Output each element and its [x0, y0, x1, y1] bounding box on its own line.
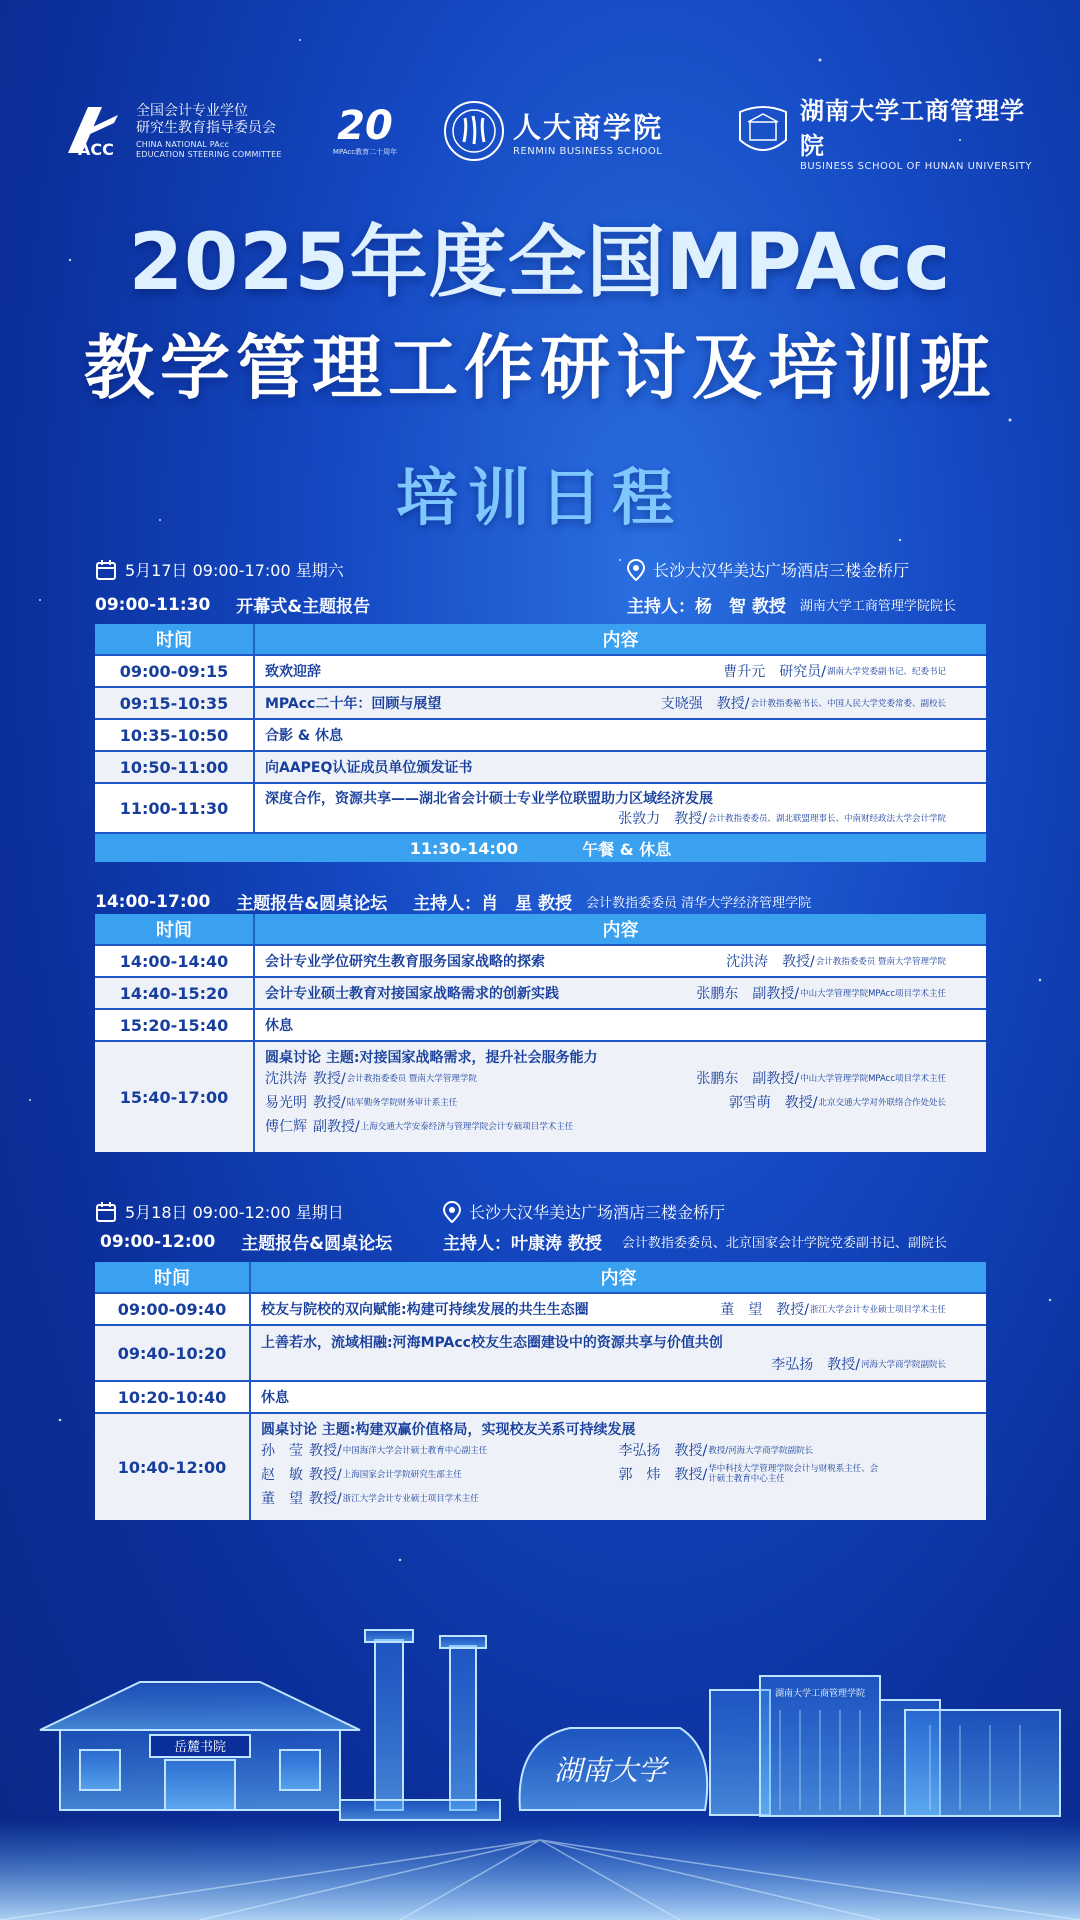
cnpacc-logo: [58, 96, 288, 166]
speaker-name: 张鹏东: [696, 986, 739, 1002]
schedule-heading: 培训日程: [395, 461, 684, 534]
hunan-seal-icon: [734, 100, 792, 162]
row-topic: MPAcc二十年：回顾与展望: [265, 696, 442, 712]
day1-morning-host: [627, 592, 956, 617]
building-sign-text: 湖南大学工商管理学院: [774, 1689, 866, 1699]
afternoon-schedule-table: [95, 914, 986, 1152]
afternoon-session-name: 主题报告&圆桌论坛: [236, 894, 388, 914]
table-row: [95, 654, 986, 686]
row-time: 14:00-14:40: [95, 946, 255, 976]
speaker-org: 会计教指委委员、湖北联盟理事长、中南财经政法大学会计学院: [707, 814, 946, 824]
table-row: [95, 1008, 986, 1040]
row-time: 15:20-15:40: [95, 1010, 255, 1040]
morning-session-time: 09:00-11:30: [95, 594, 211, 615]
lunch-row: [95, 832, 986, 862]
row-time: 15:40-17:00: [95, 1042, 255, 1152]
panel-speakers: [265, 1068, 976, 1136]
row-topic: 向AAPEQ认证成员单位颁发证书: [265, 760, 473, 776]
row-time: 10:35-10:50: [95, 720, 255, 750]
panel-row: [95, 1040, 986, 1152]
panel-speaker: 赵 敏 教授/ 上海国家会计学院研究生部主任: [261, 1467, 462, 1483]
renmin-logo: [443, 96, 663, 166]
speaker-org: 中山大学管理学院MPAcc项目学术主任: [800, 989, 946, 999]
table-header: [95, 914, 986, 944]
day1-date-line: [95, 558, 344, 581]
day2-host-line: [443, 1229, 947, 1254]
header-time: 时间: [95, 624, 255, 654]
speaker-title: 教授/: [776, 1302, 809, 1318]
renmin-en: RENMIN BUSINESS SCHOOL: [513, 145, 663, 157]
row-time: 09:15-10:35: [95, 688, 255, 718]
cnpacc-en-2: EDUCATION STEERING COMMITTEE: [136, 149, 282, 159]
speaker-name: 支晓强: [660, 696, 703, 712]
main-title-line1: 2025年度全国MPAcc: [128, 218, 952, 308]
speaker-name: 沈洪涛: [726, 954, 769, 970]
row-time: 14:40-15:20: [95, 978, 255, 1008]
logo-row: [58, 96, 1032, 172]
day1-location: 长沙大汉华美达广场酒店三楼金桥厅: [653, 561, 910, 580]
cnpacc-cn-1: 全国会计专业学位: [136, 102, 248, 119]
day2-host-org: 会计教指委委员、北京国家会计学院党委副书记、副院长: [621, 1236, 947, 1251]
hunan-logo: [734, 96, 1034, 172]
header-content: 内容: [600, 1268, 637, 1289]
stone-text: 湖南大学: [553, 1754, 667, 1787]
panel-topic: 圆桌讨论 主题:对接国家战略需求，提升社会服务能力: [265, 1050, 598, 1066]
row-time: 10:50-11:00: [95, 752, 255, 782]
day2-host: 主持人：叶康涛 教授: [443, 1234, 602, 1254]
row-time: 09:00-09:15: [95, 656, 255, 686]
row-speaker: [726, 951, 946, 971]
cnpacc-en-1: CHINA NATIONAL PAcc: [136, 139, 230, 149]
row-speaker: [661, 693, 946, 713]
lunch-label: 午餐 & 休息: [582, 839, 672, 859]
table-row: [95, 782, 986, 832]
calendar-icon: [95, 559, 117, 581]
day2-location-line: [443, 1200, 725, 1223]
panel-topic: 圆桌讨论 主题:构建双赢价值格局，实现校友关系可持续发展: [261, 1422, 636, 1438]
panel-row: [95, 1412, 986, 1520]
row-time: 11:00-11:30: [95, 784, 255, 832]
table-row: [95, 718, 986, 750]
day1-date: 5月17日 09:00-17:00 星期六: [125, 561, 344, 580]
afternoon-host-org: 会计教指委委员 清华大学经济管理学院: [586, 896, 812, 911]
table-row: [95, 750, 986, 782]
hunan-cn: 湖南大学工商管理学院: [800, 96, 1025, 160]
table-row: [95, 1292, 986, 1324]
panel-speaker: 郭 炜 教授/ 华中科技大学管理学院会计与财税系主任、会计硕士教育中心主任: [618, 1464, 879, 1484]
row-time: 10:40-12:00: [95, 1414, 251, 1520]
table-row: [95, 976, 986, 1008]
table-header: [95, 1262, 986, 1292]
row-topic: 合影 & 休息: [265, 728, 343, 744]
row-topic: 上善若水，流域相融:河海MPAcc校友生态圈建设中的资源共享与价值共创: [261, 1335, 723, 1351]
day2-schedule-table: [95, 1262, 986, 1520]
day1-afternoon-session: [95, 889, 811, 914]
speaker-title: 副教授/: [752, 986, 800, 1002]
panel-speaker: 董 望 教授/ 浙江大学会计专业硕士项目学术主任: [261, 1491, 479, 1507]
header-content: 内容: [602, 920, 639, 941]
row-topic: 休息: [265, 1018, 293, 1034]
row-topic: 致欢迎辞: [265, 664, 321, 680]
day2-session: [100, 1229, 392, 1254]
table-row: [95, 944, 986, 976]
morning-host-org: 湖南大学工商管理学院院长: [799, 599, 956, 614]
row-speaker: [720, 1299, 946, 1319]
row-speaker: [723, 661, 946, 681]
panel-speakers: [261, 1440, 976, 1508]
afternoon-host: 主持人：肖 星 教授: [413, 894, 573, 914]
panel-speaker: 沈洪涛 教授/ 会计教指委委员 暨南大学管理学院: [265, 1071, 477, 1087]
table-row: [95, 686, 986, 718]
day2-date-line: [95, 1200, 344, 1223]
speaker-name: 董 望: [720, 1302, 763, 1318]
speaker-org: 河海大学商学院副院长: [860, 1360, 946, 1370]
speaker-name: 张敦力: [618, 811, 661, 827]
morning-host: 主持人：杨 智 教授: [627, 597, 786, 617]
speaker-title: 教授/: [716, 696, 750, 712]
panel-speaker: 张鹏东 副教授/ 中山大学管理学院MPAcc项目学术主任: [696, 1071, 946, 1087]
speaker-org: 浙江大学会计专业硕士项目学术主任: [809, 1305, 946, 1315]
location-pin-icon: [443, 1201, 461, 1223]
speaker-org: 会计教指委秘书长、中国人民大学党委常委、副校长: [750, 699, 946, 709]
panel-speaker: 易光明 教授/ 陆军勤务学院财务审计系主任: [265, 1095, 458, 1111]
morning-schedule-table: [95, 624, 986, 862]
row-speaker: [771, 1354, 946, 1374]
anniv-logo: [330, 96, 400, 166]
day2-date: 5月18日 09:00-12:00 星期日: [125, 1203, 344, 1222]
table-header: [95, 624, 986, 654]
speaker-title: 教授/: [827, 1357, 860, 1373]
row-topic: 休息: [261, 1390, 289, 1406]
header-time: 时间: [95, 1262, 251, 1292]
speaker-name: 曹升元: [723, 664, 766, 680]
header-time: 时间: [95, 914, 255, 944]
cnpacc-letters: ACC: [78, 140, 114, 159]
panel-speaker: 傅仁辉 副教授/ 上海交通大学安泰经济与管理学院会计专硕项目学术主任: [265, 1119, 574, 1135]
renmin-cn: 人大商学院: [513, 110, 664, 144]
anniv-mark: 20: [337, 103, 393, 149]
row-time: 10:20-10:40: [95, 1382, 251, 1412]
row-topic: 会计专业学位研究生教育服务国家战略的探索: [265, 954, 545, 970]
speaker-org: 湖南大学党委副书记、纪委书记: [826, 667, 946, 677]
day2-session-name: 主题报告&圆桌论坛: [241, 1234, 393, 1254]
row-topic: 会计专业硕士教育对接国家战略需求的创新实践: [265, 986, 559, 1002]
row-speaker: [696, 983, 946, 1003]
campus-skyline-illustration: [0, 1600, 1080, 1920]
day1-morning-session: [95, 592, 370, 617]
table-row: [95, 1324, 986, 1380]
row-topic: 校友与院校的双向赋能:构建可持续发展的共生生态圈: [261, 1302, 589, 1318]
day1-location-line: [627, 558, 909, 581]
table-row: [95, 1380, 986, 1412]
anniv-caption: MPAcc教育二十周年: [332, 148, 398, 156]
day2-location: 长沙大汉华美达广场酒店三楼金桥厅: [469, 1203, 726, 1222]
hunan-en: BUSINESS SCHOOL OF HUNAN UNIVERSITY: [800, 160, 1032, 172]
location-pin-icon: [627, 559, 645, 581]
renmin-seal-icon: [443, 100, 505, 162]
header-content: 内容: [602, 630, 639, 651]
cnpacc-cn-2: 研究生教育指导委员会: [136, 119, 276, 136]
afternoon-session-time: 14:00-17:00: [95, 891, 211, 912]
panel-speaker: 郭雪萌 教授/ 北京交通大学对外联络合作处处长: [728, 1095, 946, 1111]
panel-speaker: 孙 莹 教授/ 中国海洋大学会计硕士教育中心副主任: [261, 1443, 488, 1459]
gate-plaque-text: 岳麓书院: [173, 1740, 227, 1755]
speaker-org: 会计教指委委员 暨南大学管理学院: [815, 957, 946, 967]
lunch-time: 11:30-14:00: [409, 838, 519, 858]
speaker-title: 教授/: [782, 954, 815, 970]
morning-session-name: 开幕式&主题报告: [236, 597, 371, 617]
speaker-name: 李弘扬: [771, 1357, 814, 1373]
row-time: 09:00-09:40: [95, 1294, 251, 1324]
row-topic: 深度合作，资源共享——湖北省会计硕士专业学位联盟助力区域经济发展: [265, 791, 713, 807]
speaker-title: 研究员/: [779, 664, 826, 680]
main-title-line2: 教学管理工作研讨及培训班: [84, 327, 996, 409]
row-speaker: [618, 808, 946, 828]
row-time: 09:40-10:20: [95, 1326, 251, 1380]
speaker-title: 教授/: [674, 811, 707, 827]
calendar-icon: [95, 1201, 117, 1223]
day2-session-time: 09:00-12:00: [100, 1231, 216, 1252]
panel-speaker: 李弘扬 教授/ 教授/河海大学商学院副院长: [618, 1443, 814, 1459]
